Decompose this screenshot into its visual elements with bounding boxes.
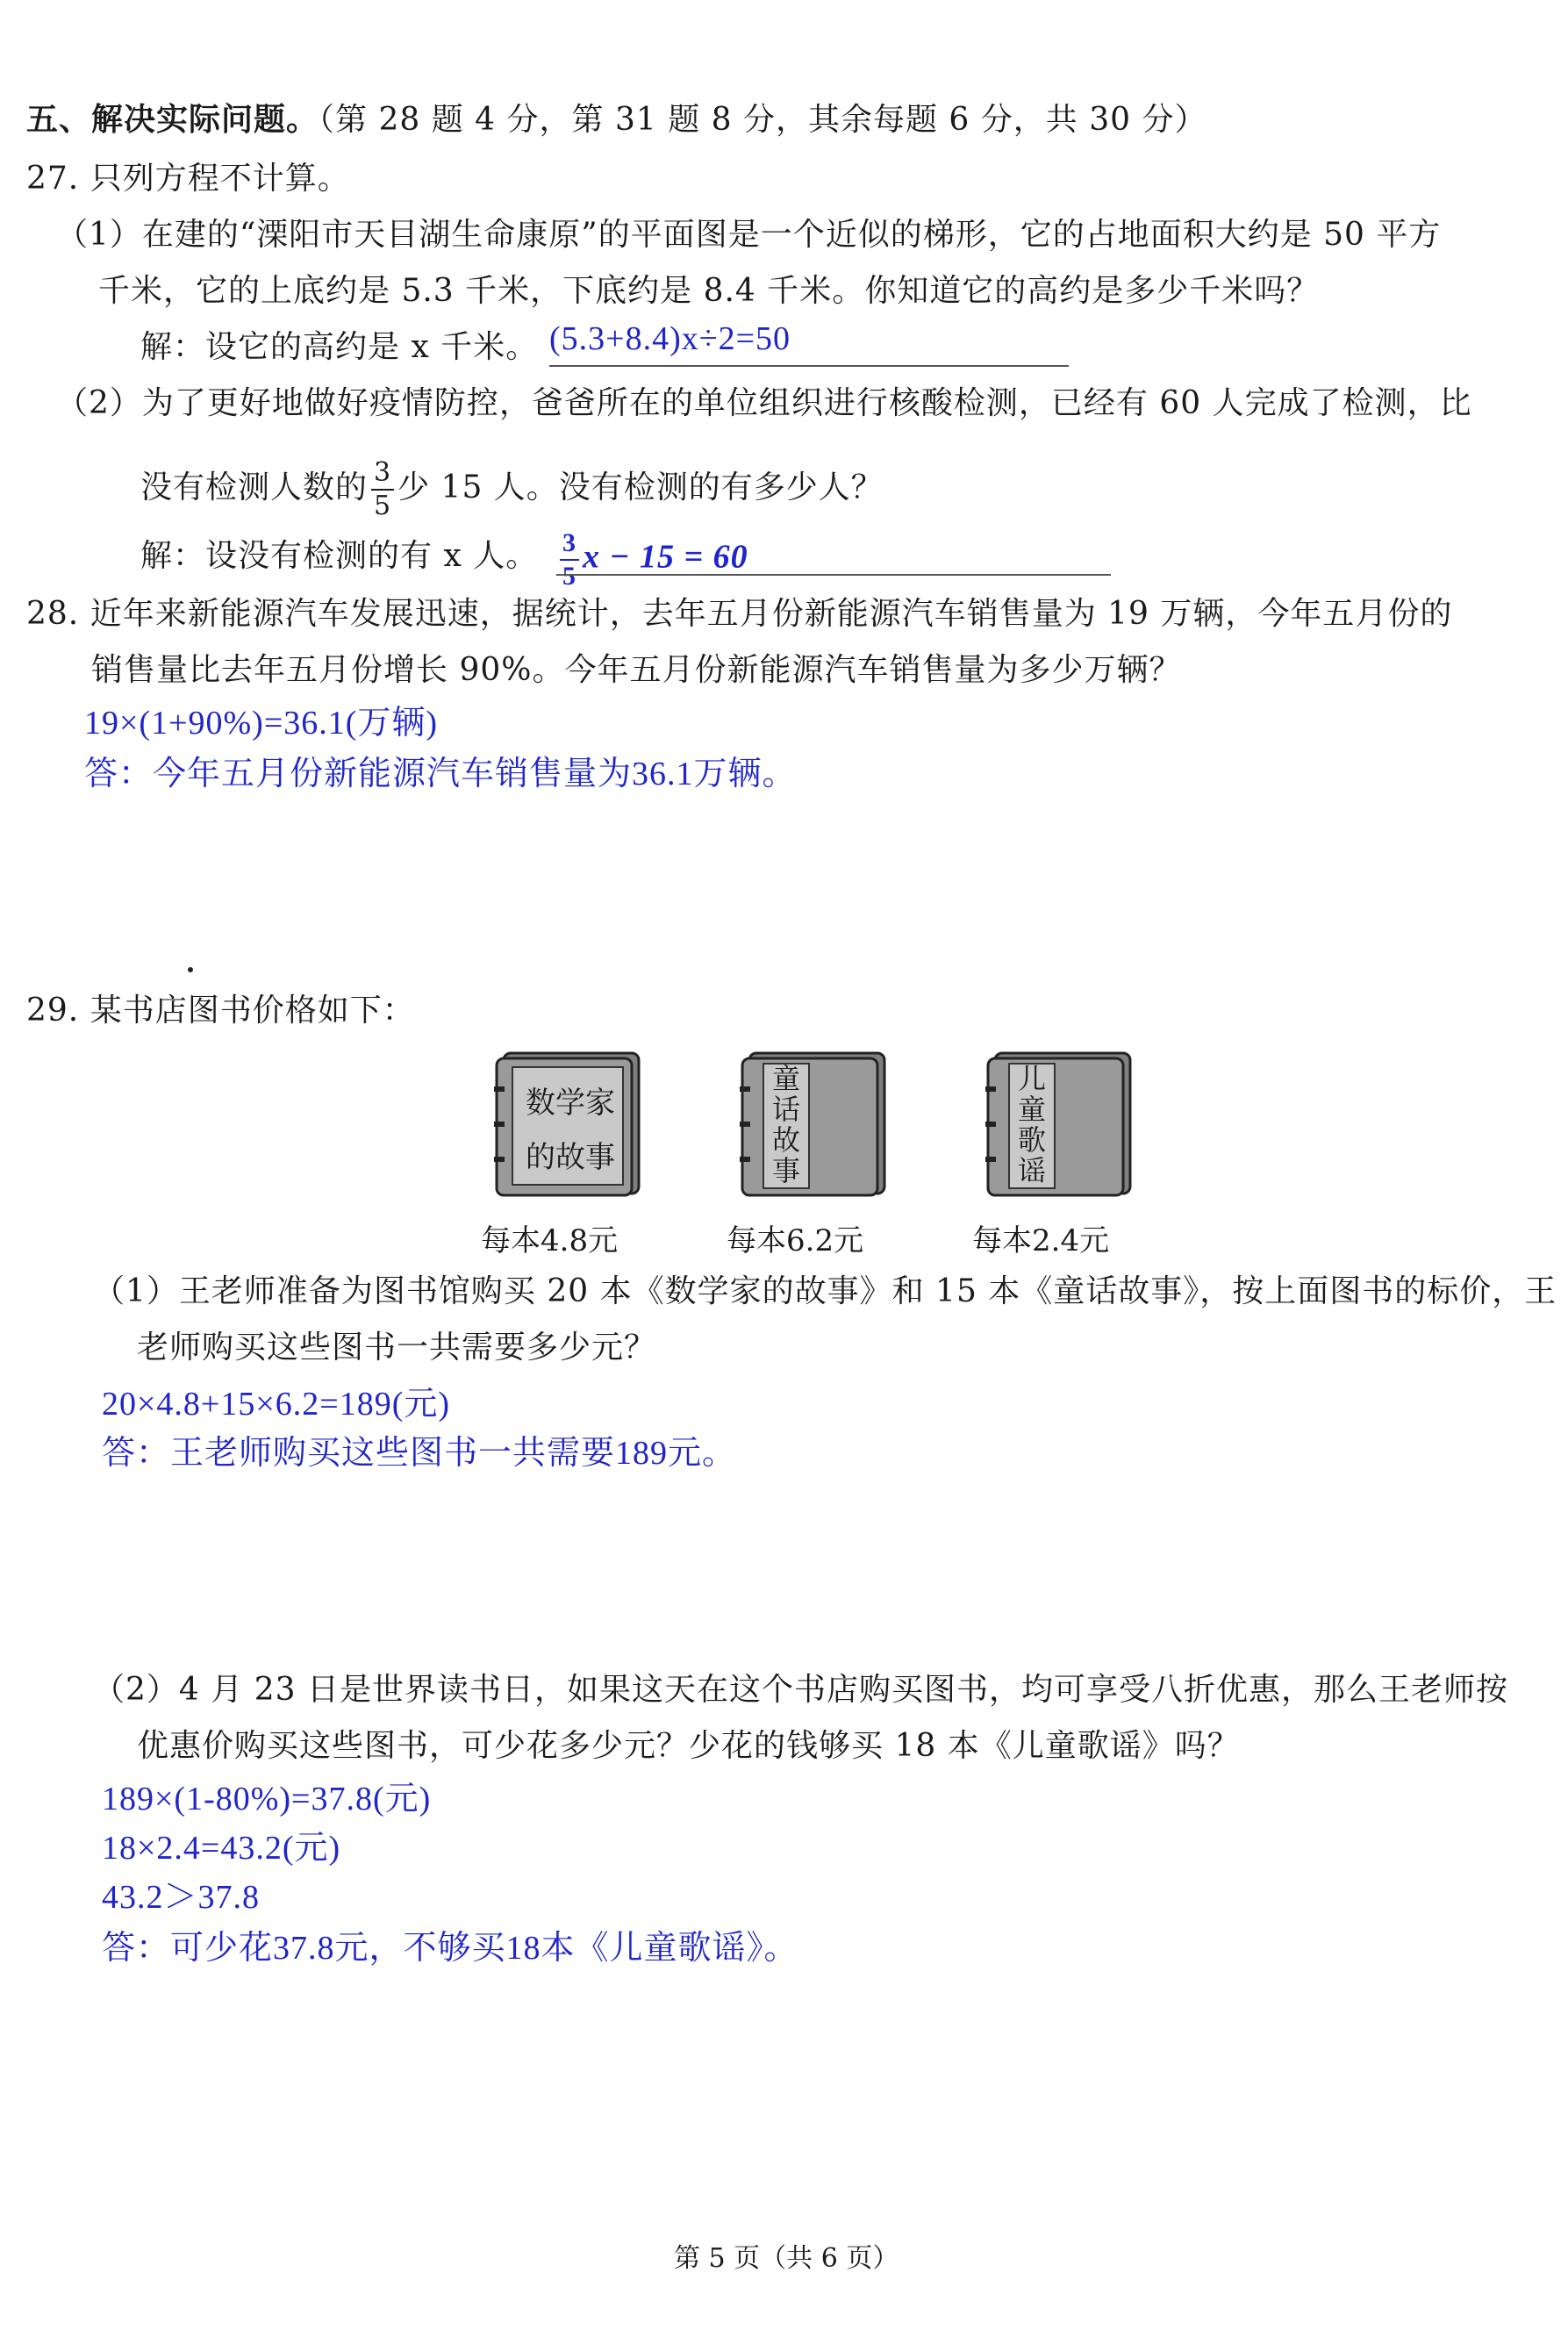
q27-p1-line2: 千米，它的上底约是 5.3 千米，下底约是 8.4 千米。你知道它的高约是多少千米吗？ (98, 273, 1320, 309)
book-mathematicians-stories (491, 1048, 646, 1199)
q29-p2-answer3: 43.2＞37.8 (102, 1879, 261, 1916)
q29-stem: 29. 某书店图书价格如下： (26, 993, 415, 1029)
section-note: （第 28 题 4 分，第 31 题 8 分，其余每题 6 分，共 30 分） (319, 102, 1207, 138)
section-title: 五、解决实际问题。 (26, 101, 319, 138)
q27-p2-line2 (140, 457, 884, 521)
q29-p2-answer4: 答：可少花37.8元，不够买18本《儿童歌谣》。 (102, 1930, 798, 1967)
q29-p2-answer2: 18×2.4=43.2(元) (102, 1830, 341, 1867)
book2-title (765, 1064, 807, 1186)
book3-title-line4: 谣 (1017, 1154, 1046, 1187)
q27-stem: 27. 只列方程不计算。 (26, 161, 350, 197)
q27-p2-answer-num: 3 (560, 530, 579, 561)
page-footer: 第 5 页（共 6 页） (674, 2243, 899, 2274)
q27-p2-answer-rest: x − 15 = 60 (583, 538, 748, 576)
q28-answer2: 答：今年五月份新能源汽车销售量为36.1万辆。 (84, 756, 797, 792)
book2-title-line1: 童 (771, 1062, 800, 1095)
q27-p2-answer-line (556, 574, 1111, 576)
q27-p1-answer: (5.3+8.4)x÷2=50 (549, 320, 791, 357)
q28-line2: 销售量比去年五月份增长 90%。今年五月份新能源汽车销售量为多少万辆？ (91, 652, 1182, 688)
stray-dot (188, 967, 193, 972)
q27-p2-line2-post: 少 15 人。没有检测的有多少人？ (397, 470, 884, 505)
q29-p2-line1: （2）4 月 23 日是世界读书日，如果这天在这个书店购买图书，均可享受八折优惠，那么王老师按 (93, 1672, 1508, 1708)
book-icon (983, 1048, 1137, 1199)
book1-price: 每本4.8元 (481, 1223, 619, 1258)
book1-title-line1: 数学家 (526, 1086, 615, 1121)
section-header (26, 98, 1206, 141)
book3-title-line3: 歌 (1017, 1123, 1046, 1157)
q27-p2-answer (556, 530, 748, 590)
q27-p2-frac-num: 3 (371, 460, 394, 491)
book2-title-line3: 故 (771, 1123, 800, 1157)
q29-p1-answer2: 答：王老师购买这些图书一共需要189元。 (102, 1435, 737, 1472)
q27-p2-frac-den: 5 (374, 491, 392, 521)
book3-title (1011, 1064, 1053, 1186)
q27-p1-line1: （1）在建的“溧阳市天目湖生命康原”的平面图是一个近似的梯形，它的占地面积大约是 50 平方 (56, 217, 1442, 253)
q29-p1-answer1: 20×4.8+15×6.2=189(元) (102, 1386, 451, 1423)
q27-p2-solve-label: 解：设没有检测的有 x 人。 (140, 538, 539, 574)
q27-p2-answer-fraction (560, 530, 579, 590)
q28-line1: 28. 近年来新能源汽车发展迅速，据统计，去年五月份新能源汽车销售量为 19 万辆，今年五月份的 (26, 596, 1453, 632)
book3-title-line1: 儿 (1017, 1062, 1046, 1095)
book-icon (737, 1048, 891, 1199)
book3-price: 每本2.4元 (972, 1223, 1110, 1258)
q27-p2-line1: （2）为了更好地做好疫情防控，爸爸所在的单位组织进行核酸检测，已经有 60 人完成了检测，比 (56, 385, 1472, 421)
book1-title (519, 1076, 621, 1185)
q29-p1-line1: （1）王老师准备为图书馆购买 20 本《数学家的故事》和 15 本《童话故事》，按上面图书的标价，王 (93, 1273, 1557, 1309)
book1-title-line2: 的故事 (526, 1140, 615, 1175)
q29-p2-line2: 优惠价购买这些图书，可少花多少元？少花的钱够买 18 本《儿童歌谣》吗？ (137, 1728, 1240, 1764)
book2-title-line2: 话 (771, 1093, 800, 1126)
book-childrens-songs (983, 1048, 1137, 1199)
q27-p2-fraction (371, 457, 394, 521)
q27-p1-solve-label: 解：设它的高约是 x 千米。 (140, 329, 539, 365)
q27-p1-answer-line (549, 365, 1069, 367)
book-fairy-tales (737, 1048, 891, 1199)
q27-p2-answer-den: 5 (562, 562, 576, 591)
q27-p2-line2-pre: 没有检测人数的 (140, 470, 369, 505)
book3-title-line2: 童 (1017, 1093, 1046, 1126)
book2-title-line4: 事 (771, 1154, 800, 1187)
q28-answer1: 19×(1+90%)=36.1(万辆) (84, 705, 439, 742)
book2-price: 每本6.2元 (727, 1223, 864, 1258)
q29-p2-answer1: 189×(1-80%)=37.8(元) (102, 1781, 432, 1817)
q29-p1-line2: 老师购买这些图书一共需要多少元？ (137, 1330, 657, 1366)
